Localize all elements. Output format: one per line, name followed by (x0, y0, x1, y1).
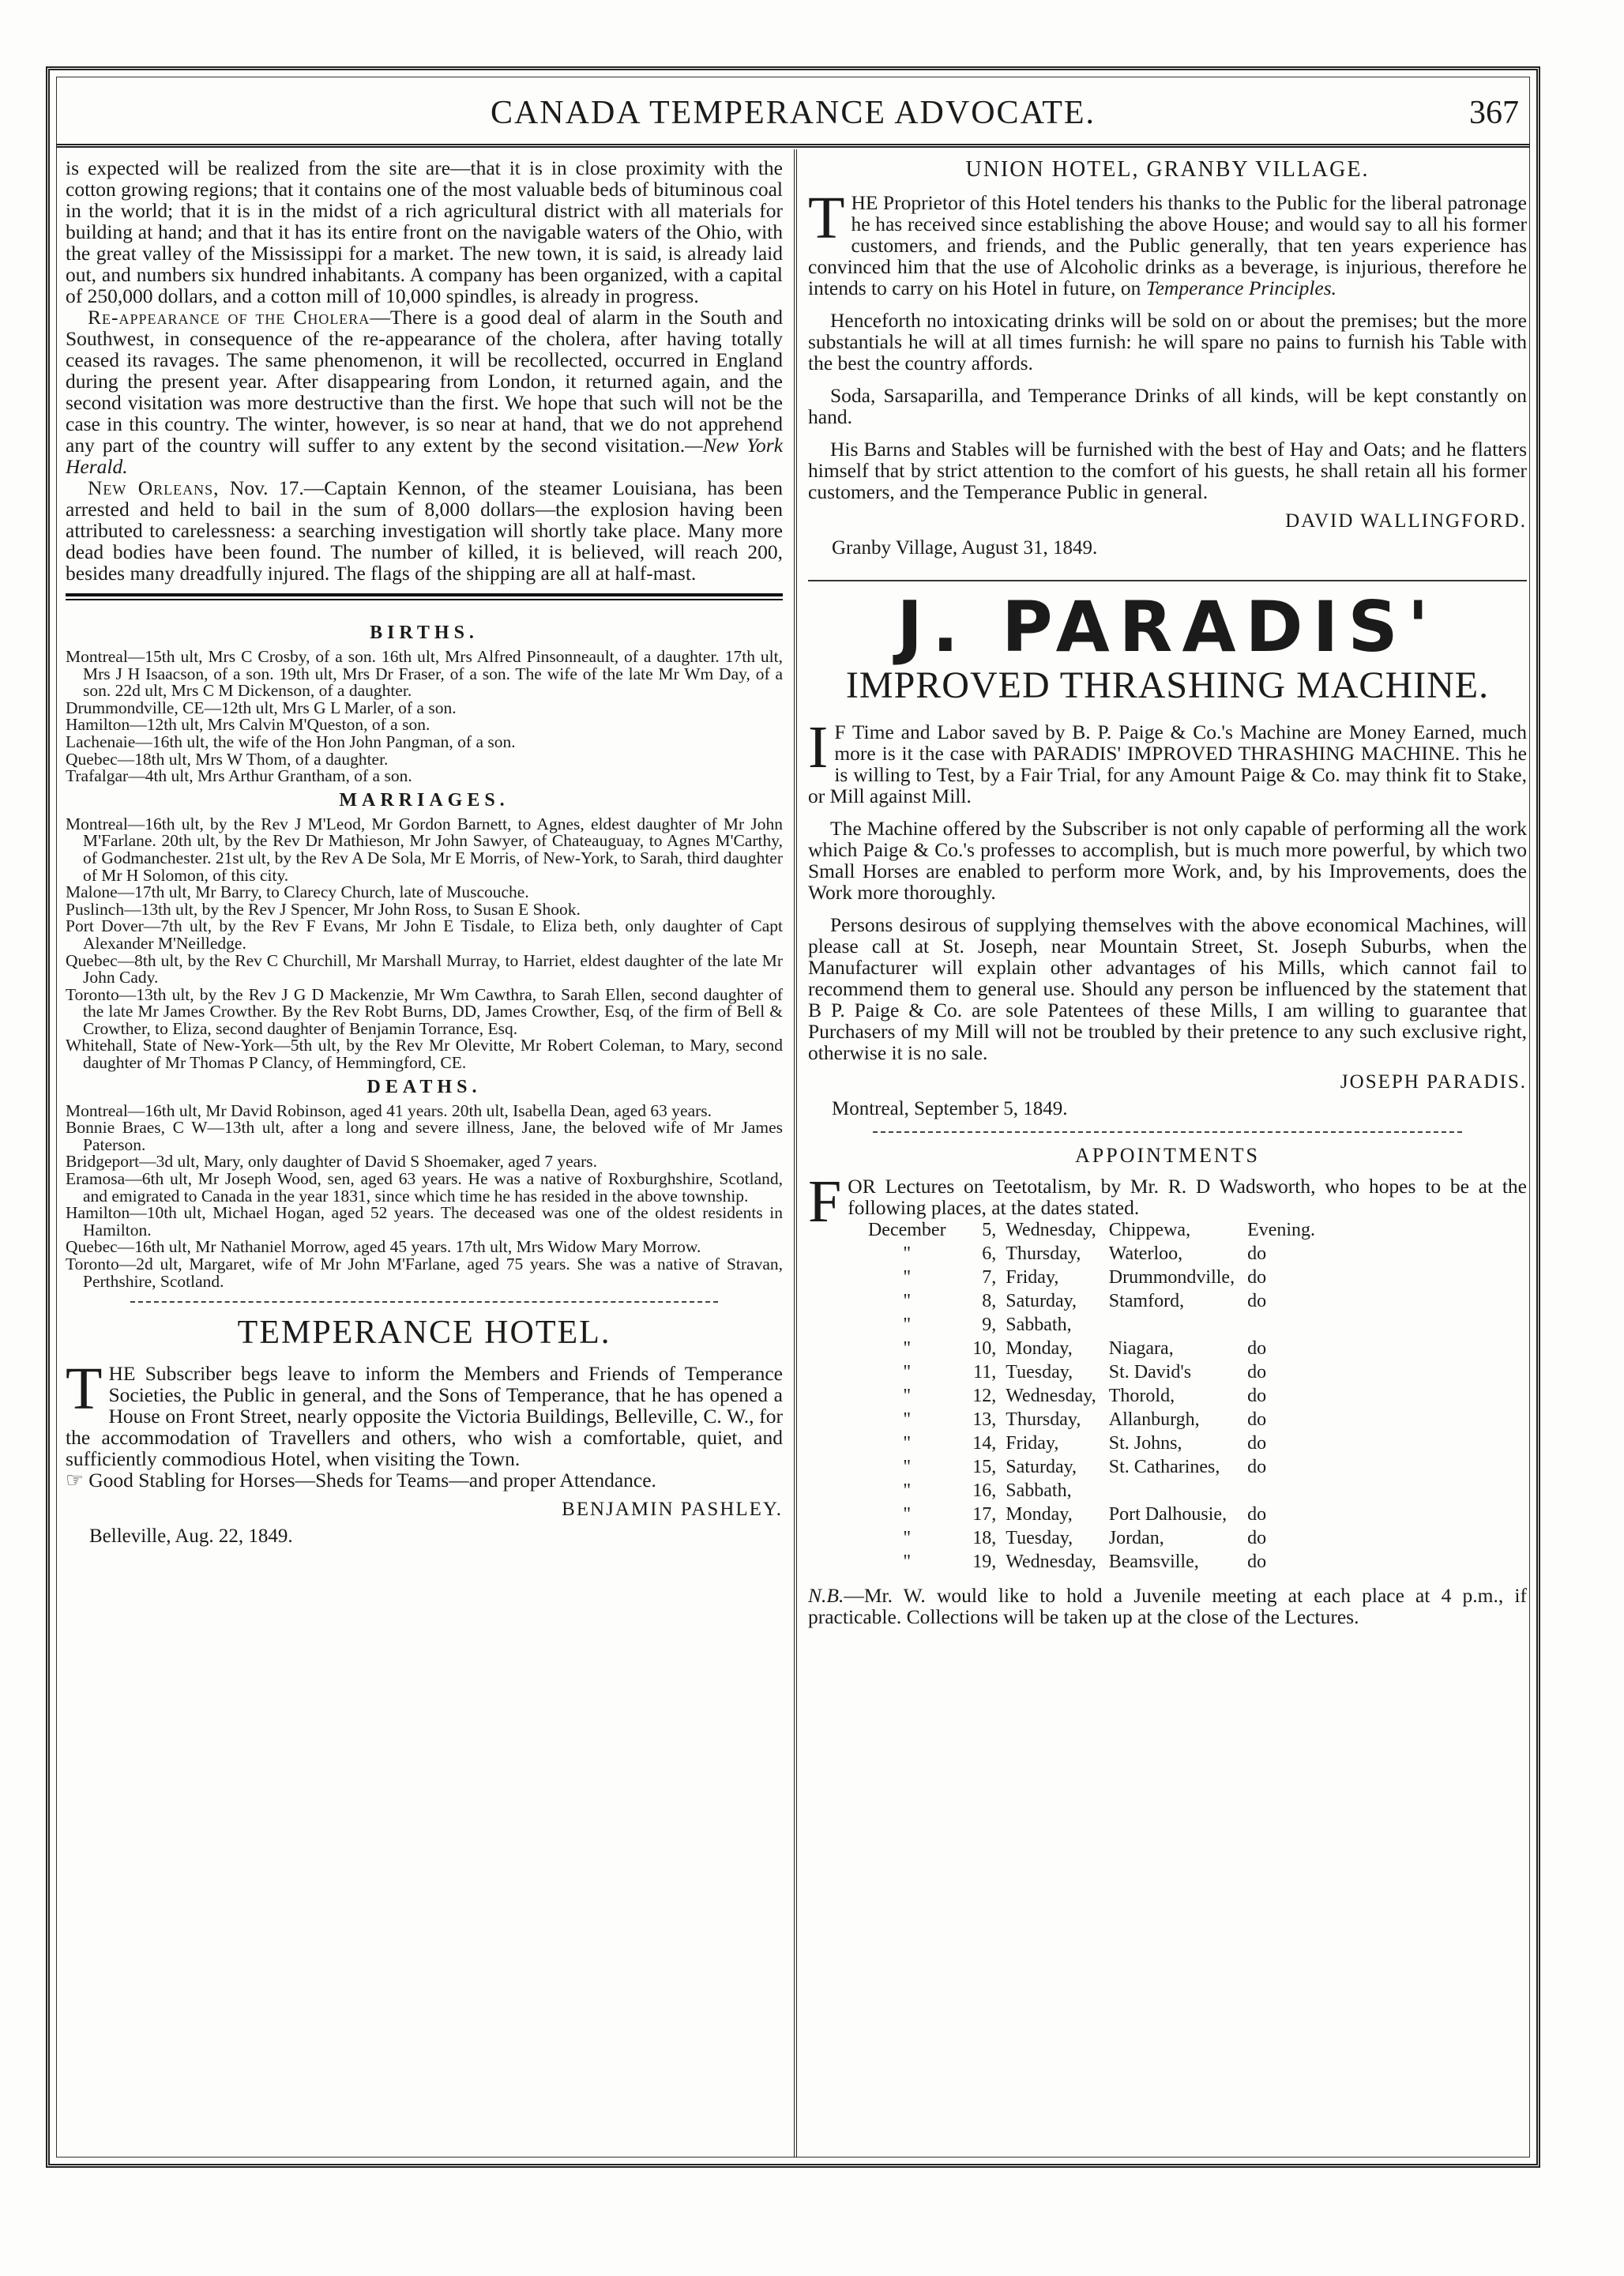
paradis-date: Montreal, September 5, 1849. (832, 1098, 1068, 1119)
births-list (66, 649, 783, 785)
schedule-time: do (1247, 1552, 1267, 1572)
appointments-dropcap: F (808, 1168, 842, 1235)
cholera-heading: Re-appearance of the Cholera (88, 306, 370, 329)
schedule-day: 19, (972, 1552, 997, 1572)
schedule-place (1103, 1479, 1241, 1503)
union-dropcap: T (808, 185, 845, 251)
union-p1-text: HE Proprietor of this Hotel tenders his thanks to the Public for the liberal patronage he has received since establishing the above House; and would say to all his former customers, and friends, and the Public generally, that ten years experience has convinced him that the use of Alcoholic drinks as a beverage, is injurious, therefore he intends to carry on his Hotel in future, on (808, 191, 1527, 299)
hotel-dropcap: T (66, 1356, 103, 1423)
schedule-row (848, 1431, 1321, 1455)
schedule-time: do (1247, 1528, 1267, 1548)
birth-notice: Quebec—18th ult, Mrs W Thom, of a daughter. (66, 749, 389, 769)
births-heading: BIRTHS. (370, 623, 479, 643)
schedule-time: do (1247, 1409, 1267, 1430)
new-orleans-article (66, 477, 783, 584)
schedule-day: 12, (972, 1386, 997, 1406)
schedule-row (848, 1313, 1321, 1337)
hotel-stabling-note: ☞ Good Stabling for Horses—Sheds for Teams—and proper Attendance. (66, 1469, 656, 1492)
schedule-row (848, 1408, 1321, 1431)
schedule-place: Chippewa, (1108, 1220, 1191, 1240)
schedule-day: 10, (972, 1338, 997, 1359)
paradis-headline: J. PARADIS' (897, 586, 1438, 668)
cholera-source: —New York Herald. (66, 434, 784, 478)
schedule-row (848, 1337, 1321, 1360)
lecture-schedule (848, 1218, 1321, 1574)
deaths-list (66, 1100, 783, 1291)
schedule-weekday: Thursday, (1006, 1409, 1081, 1430)
appointments-intro-text: OR Lectures on Teetotalism, by Mr. R. D Wadsworth, who hopes to be at the following places, at the dates stated. (848, 1175, 1527, 1219)
marriages-heading: MARRIAGES. (339, 789, 509, 811)
schedule-row (848, 1289, 1321, 1313)
schedule-time: do (1247, 1457, 1267, 1477)
schedule-weekday: Wednesday, (1006, 1220, 1096, 1240)
schedule-weekday: Wednesday, (1006, 1552, 1096, 1572)
union-hotel-p4: His Barns and Stables will be furnished with the best of Hay and Oats; and he flatters himself that by strict attention to the comfort of his guests, he shall retain all his former customers, and the Temperance Public in general. (808, 438, 1527, 503)
cholera-body: —There is a good deal of alarm in the South and Southwest, in consequence of the re-appearance of the cholera, after having totally ceased its ravages. The same phenomenon, it will be recollected, occurred in England during the present year. After disappearing from London, it returned again, and the second visitation was more destructive than the first. We hope that such will not be the case in this country. The winter, however, is so near at hand, that we do not apprehend any part of the country will suffer to any extent by the second visitation. (66, 306, 783, 457)
schedule-time: do (1247, 1291, 1267, 1311)
schedule-place: Stamford, (1108, 1291, 1185, 1311)
schedule-month: " (903, 1362, 912, 1383)
schedule-row (848, 1384, 1321, 1408)
nb-note (808, 1585, 1527, 1627)
page-header (56, 70, 1530, 148)
schedule-month: " (903, 1291, 912, 1311)
schedule-place: St. David's (1108, 1362, 1192, 1383)
schedule-month: " (903, 1457, 912, 1477)
schedule-month: " (903, 1267, 912, 1288)
schedule-weekday: Tuesday, (1006, 1362, 1073, 1383)
schedule-weekday: Sabbath, (1006, 1315, 1072, 1335)
schedule-month: " (903, 1243, 912, 1264)
schedule-weekday: Wednesday, (1006, 1386, 1096, 1406)
schedule-row (848, 1218, 1321, 1242)
marriage-notice: Port Dover—7th ult, by the Rev F Evans, Mr John E Tisdale, to Eliza beth, only daughter of Capt Alexander M'Neilledge. (66, 916, 783, 953)
new-orleans-heading: New Orleans, (88, 476, 220, 499)
schedule-month: December (867, 1220, 946, 1240)
hotel-date: Belleville, Aug. 22, 1849. (89, 1525, 293, 1548)
schedule-weekday: Saturday, (1006, 1457, 1077, 1477)
schedule-row (848, 1479, 1321, 1503)
schedule-row (848, 1455, 1321, 1479)
death-notice: Eramosa—6th ult, Mr Joseph Wood, sen, aged 63 years. He was a native of Roxburghshire, Scotland, and emigrated to Canada in the year 1831, since which time he has resided in the above township. (66, 1169, 783, 1206)
schedule-time: Evening. (1247, 1220, 1316, 1240)
schedule-place: St. Johns, (1108, 1433, 1182, 1454)
right-column (808, 157, 1527, 1627)
marriage-notice: Montreal—16th ult, by the Rev J M'Leod, Mr Gordon Barnett, to Agnes, eldest daughter of Mr John M'Farlane. 20th ult, by the Rev Dr Mathieson, Mr John Sawyer, of Chateauguay, to Agnes M'Carthy, of Godmanchester. 21st ult, by the Rev A De Sola, Mr E Morris, of New-York, to Sarah, third daughter of Mr H Solomon, of this city. (66, 814, 783, 885)
schedule-month: " (903, 1552, 912, 1572)
schedule-day: 5, (982, 1220, 997, 1240)
temperance-hotel-body (66, 1356, 783, 1471)
paradis-p1-text: F Time and Labor saved by B. P. Paige & Co.'s Machine are Money Earned, much more is it the case with PARADIS' IMPROVED THRASHING MACHINE. This he is willing to Test, by a Fair Trial, for any Amount Paige & Co. may think fit to Stake, or Mill against Mill. (808, 720, 1527, 807)
news-continuation: is expected will be realized from the site are—that it is in close proximity with the cotton growing regions; that it contains one of the most valuable beds of bituminous coal in the world; that it is in the midst of a rich agricultural district with all materials for building at hand; and that it has its entire front on the navigable waters of the Ohio, with the great valley of the Mississippi for a market. The new town, it is said, is already laid out, and numbers six hundred inhabitants. A company has been organized, with a capital of 250,000 dollars, and a cotton mill of 10,000 spindles, is already in progress. (66, 156, 783, 307)
schedule-day: 14, (972, 1433, 997, 1454)
schedule-day: 7, (982, 1267, 997, 1288)
schedule-day: 6, (982, 1243, 997, 1264)
death-notice: Quebec—16th ult, Mr Nathaniel Morrow, aged 45 years. 17th ult, Mrs Widow Mary Morrow. (66, 1237, 701, 1257)
schedule-row (848, 1242, 1321, 1266)
section-rule (66, 593, 783, 600)
cholera-article (66, 307, 783, 477)
schedule-weekday: Tuesday, (1006, 1528, 1073, 1548)
birth-notice: Drummondville, CE—12th ult, Mrs G L Marler, of a son. (66, 698, 457, 717)
death-notice: Hamilton—10th ult, Michael Hogan, aged 52 years. The deceased was one of the oldest residents in Hamilton. (66, 1203, 783, 1240)
schedule-month: " (903, 1433, 912, 1454)
schedule-place (1103, 1313, 1241, 1337)
marriage-notice: Quebec—8th ult, by the Rev C Churchill, Mr Marshall Murray, to Harriet, eldest daughter of the late Mr John Cady. (66, 950, 783, 988)
paradis-signature: JOSEPH PARADIS. (1340, 1071, 1527, 1093)
appointments-title: APPOINTMENTS (1075, 1144, 1260, 1167)
page-frame (46, 66, 1540, 2168)
hotel-body-text: HE Subscriber begs leave to inform the Members and Friends of Temperance Societies, the Public in general, and the Sons of Temperance, that he has opened a House on Front Street, nearly opposite the Victoria Buildings, Belleville, C. W., for the accommodation of Travellers and others, who wish a comfortable, quiet, and sufficiently commodious Hotel, when visiting the Town. (66, 1362, 783, 1471)
schedule-time: do (1247, 1338, 1267, 1359)
marriages-list (66, 816, 783, 1072)
schedule-month: " (903, 1504, 912, 1525)
schedule-place: Jordan, (1108, 1528, 1164, 1548)
schedule-time: do (1247, 1362, 1267, 1383)
schedule-place: Drummondville, (1108, 1267, 1235, 1288)
schedule-month: " (903, 1338, 912, 1359)
schedule-day: 15, (972, 1457, 997, 1477)
schedule-place: Waterloo, (1108, 1243, 1183, 1264)
schedule-weekday: Friday, (1006, 1267, 1059, 1288)
schedule-month: " (903, 1315, 912, 1335)
schedule-day: 13, (972, 1409, 997, 1430)
schedule-time: do (1247, 1267, 1267, 1288)
page-number: 367 (1469, 95, 1519, 131)
left-column (66, 157, 783, 1548)
column-divider (794, 149, 797, 2157)
paradis-subheadline: IMPROVED THRASHING MACHINE. (845, 664, 1490, 706)
schedule-place: Allanburgh, (1108, 1409, 1200, 1430)
schedule-day: 8, (982, 1291, 997, 1311)
schedule-place: Thorold, (1108, 1386, 1175, 1406)
publication-title: CANADA TEMPERANCE ADVOCATE. (490, 95, 1096, 131)
schedule-row (848, 1550, 1321, 1574)
schedule-day: 16, (972, 1480, 997, 1501)
schedule-weekday: Monday, (1006, 1504, 1073, 1525)
marriage-notice: Toronto—13th ult, by the Rev J G D Mackenzie, Mr Wm Cawthra, to Sarah Ellen, second daughter of the late Mr James Crowther. By the Rev Robt Burns, DD, James Crowther, Esq, of the firm of Bell & Crowther, to Eliza, second daughter of Benjamin Torrance, Esq. (66, 984, 783, 1038)
birth-notice: Hamilton—12th ult, Mrs Calvin M'Queston, of a son. (66, 715, 430, 735)
schedule-day: 17, (972, 1504, 997, 1525)
paradis-p1 (808, 714, 1527, 807)
death-notice: Bonnie Braes, C W—13th ult, after a long and severe illness, Jane, the beloved wife of Mr James Paterson. (66, 1118, 783, 1154)
nb-text: —Mr. W. would like to hold a Juvenile meeting at each place at 4 p.m., if practicable. Collections will be taken up at the close of the Lectures. (808, 1584, 1527, 1628)
schedule-weekday: Thursday, (1006, 1243, 1081, 1264)
union-hotel-p2: Henceforth no intoxicating drinks will be sold on or about the premises; but the more substantials he will at all times furnish: he will spare no pains to furnish his Table with the best the country affords. (808, 309, 1527, 374)
birth-notice: Trafalgar—4th ult, Mrs Arthur Grantham, of a son. (66, 766, 412, 786)
deaths-heading: DEATHS. (367, 1076, 482, 1097)
advert-divider (130, 1301, 719, 1303)
schedule-weekday: Friday, (1006, 1433, 1059, 1454)
birth-notice: Montreal—15th ult, Mrs C Crosby, of a son. 16th ult, Mrs Alfred Pinsonneault, of a daughter. 17th ult, Mrs J H Isaacson, of a son. 19th ult, Mrs Dr Fraser, of a son. The wife of the late Mr Wm Day, of a son. 22d ult, Mrs C M Dickenson, of a daughter. (66, 647, 783, 701)
schedule-time: do (1247, 1243, 1267, 1264)
schedule-month: " (903, 1528, 912, 1548)
schedule-place: Port Dalhousie, (1108, 1504, 1227, 1525)
schedule-time (1241, 1479, 1321, 1503)
union-signature: DAVID WALLINGFORD. (1285, 510, 1527, 532)
new-orleans-body: Nov. 17.—Captain Kennon, of the steamer Louisiana, has been arrested and held to bail in the sum of 8,000 dollars—the explosion having been attributed to carelessness: a searching investigation will shortly take place. Many more dead bodies have been found. The number of killed, it is believed, will reach 200, besides many dreadfully injured. The flags of the shipping are all at half-mast. (66, 476, 783, 585)
union-hotel-p3: Soda, Sarsaparilla, and Temperance Drinks of all kinds, will be kept constantly on hand. (808, 384, 1527, 428)
paradis-p2: The Machine offered by the Subscriber is not only capable of performing all the work which Paige & Co.'s professes to accomplish, but is much more powerful, by which two Small Horses are enabled to perform more Work, and, by his Improvements, does the Work more thoroughly. (808, 817, 1527, 904)
union-hotel-title: UNION HOTEL, GRANBY VILLAGE. (965, 157, 1370, 182)
temperance-hotel-title: TEMPERANCE HOTEL. (237, 1315, 611, 1352)
schedule-time: do (1247, 1433, 1267, 1454)
schedule-day: 11, (973, 1362, 997, 1383)
schedule-row (848, 1360, 1321, 1384)
death-notice: Bridgeport—3d ult, Mary, only daughter of David S Shoemaker, aged 7 years. (66, 1152, 598, 1172)
schedule-row (848, 1526, 1321, 1550)
schedule-day: 9, (982, 1315, 997, 1335)
paradis-dropcap: I (808, 714, 829, 781)
marriage-notice: Puslinch—13th ult, by the Rev J Spencer, Mr John Ross, to Susan E Shook. (66, 899, 581, 919)
schedule-day: 18, (972, 1528, 997, 1548)
schedule-row (848, 1503, 1321, 1526)
death-notice: Toronto—2d ult, Margaret, wife of Mr John M'Farlane, aged 75 years. She was a native of Stravan, Perthshire, Scotland. (66, 1255, 783, 1291)
union-hotel-p1 (808, 185, 1527, 299)
union-date: Granby Village, August 31, 1849. (832, 537, 1098, 559)
schedule-month: " (903, 1386, 912, 1406)
hotel-signature: BENJAMIN PASHLEY. (562, 1499, 783, 1521)
birth-notice: Lachenaie—16th ult, the wife of the Hon John Pangman, of a son. (66, 732, 516, 751)
death-notice: Montreal—16th ult, Mr David Robinson, aged 41 years. 20th ult, Isabella Dean, aged 63 years. (66, 1100, 712, 1120)
schedule-month: " (903, 1409, 912, 1430)
schedule-row (848, 1266, 1321, 1289)
schedule-place: Beamsville, (1108, 1552, 1199, 1572)
schedule-month: " (903, 1480, 912, 1501)
schedule-time: do (1247, 1386, 1267, 1406)
schedule-weekday: Monday, (1006, 1338, 1073, 1359)
schedule-time (1241, 1313, 1321, 1337)
temperance-principles: Temperance Principles. (1145, 277, 1337, 299)
nb-label: N.B. (808, 1584, 844, 1607)
schedule-weekday: Saturday, (1006, 1291, 1077, 1311)
schedule-place: St. Catharines, (1108, 1457, 1220, 1477)
paradis-p3: Persons desirous of supplying themselves with the above economical Machines, will please call at St. Joseph, near Mountain Street, St. Joseph Suburbs, when the Manufacturer will explain other advantages of his Mills, which cannot fail to recommend them to general use. Should any person be influenced by the statement that B P. Paige & Co. are sole Patentees of these Mills, I am willing to guarantee that Purchasers of my Mill will not be troubled by their pretence to any such exclusive right, otherwise it is no sale. (808, 913, 1527, 1064)
schedule-place: Niagara, (1108, 1338, 1174, 1359)
advert-divider (873, 1131, 1462, 1133)
schedule-time: do (1247, 1504, 1267, 1525)
advert-divider (808, 580, 1527, 581)
schedule-weekday: Sabbath, (1006, 1480, 1072, 1501)
marriage-notice: Whitehall, State of New-York—5th ult, by the Rev Mr Olevitte, Mr Robert Coleman, to Mary, second daughter of Mr Thomas P Clancy, of Hemmingford, CE. (66, 1036, 783, 1073)
marriage-notice: Malone—17th ult, Mr Barry, to Clarecy Church, late of Muscouche. (66, 882, 529, 902)
